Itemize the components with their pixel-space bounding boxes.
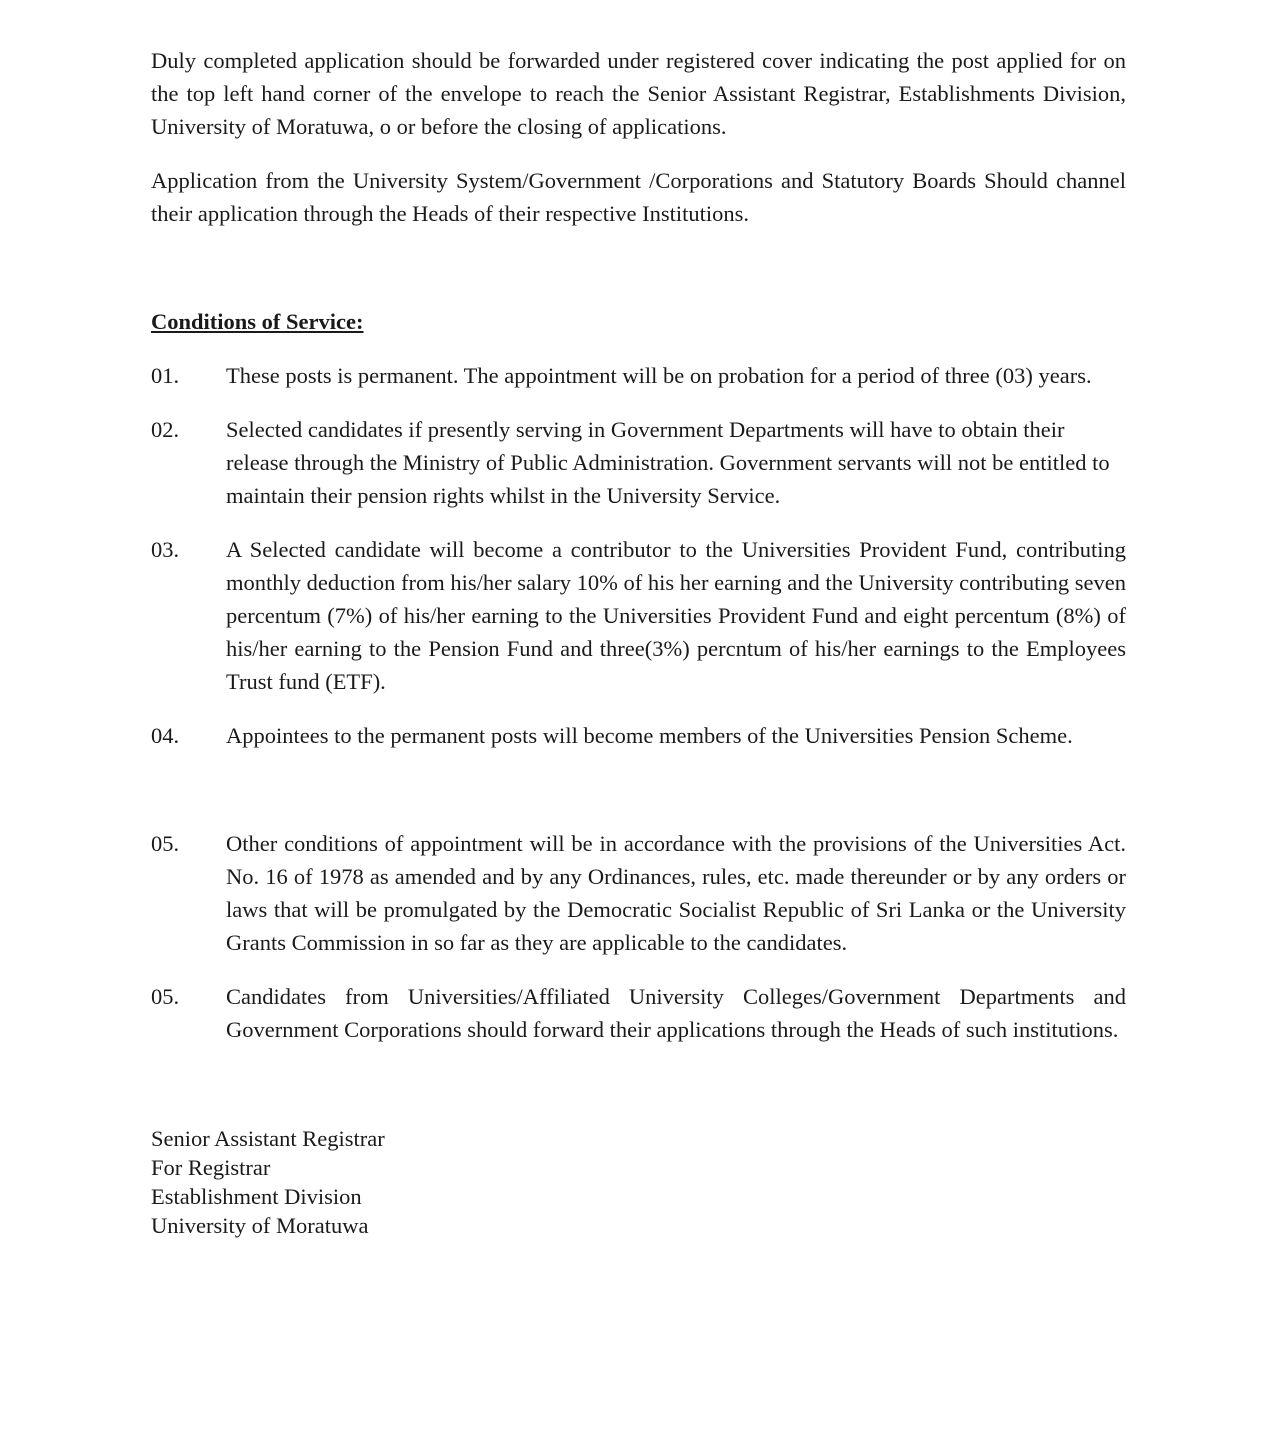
condition-number: 05. bbox=[151, 984, 180, 1009]
condition-item-06 bbox=[151, 980, 1126, 1046]
condition-item-05 bbox=[151, 827, 1126, 959]
condition-number: 03. bbox=[151, 537, 180, 562]
condition-text: Selected candidates if presently serving in Government Departments will have to obtain their release through the Ministry of Public Administration. Government servants will not be entitled to maintain their pension rights whilst in the University Service. bbox=[226, 417, 1110, 508]
condition-number: 05. bbox=[151, 831, 180, 856]
condition-text: A Selected candidate will become a contributor to the Universities Provident Fund, contributing monthly deduction from his/her salary 10% of his her earning and the University contributing seven percentum (7%) of his/her earning to the Universities Provident Fund and eight percentum (8%) of his/her earning to the Pension Fund and three(3%) percntum of his/her earnings to the Employees Trust fund (ETF). bbox=[226, 537, 1126, 694]
conditions-heading: Conditions of Service: bbox=[151, 309, 364, 334]
condition-text: Appointees to the permanent posts will become members of the Universities Pension Scheme. bbox=[226, 723, 1073, 748]
signature-title: Senior Assistant Registrar bbox=[151, 1126, 385, 1151]
signature-block bbox=[151, 1124, 1126, 1240]
signature-division: Establishment Division bbox=[151, 1184, 362, 1209]
condition-item-02 bbox=[151, 413, 1126, 512]
conditions-list bbox=[151, 359, 1126, 1046]
condition-text: These posts is permanent. The appointment will be on probation for a period of three (03) years. bbox=[226, 363, 1092, 388]
document-page bbox=[151, 44, 1126, 1240]
intro-paragraph-channel: Application from the University System/Government /Corporations and Statutory Boards Should channel their application through the Heads of their respective Institutions. bbox=[151, 168, 1126, 226]
signature-institution: University of Moratuwa bbox=[151, 1213, 369, 1238]
condition-number: 04. bbox=[151, 723, 180, 748]
intro-paragraph-submission: Duly completed application should be forwarded under registered cover indicating the post applied for on the top left hand corner of the envelope to reach the Senior Assistant Registrar, Establishments Division, University of Moratuwa, o or before the closing of applications. bbox=[151, 48, 1126, 139]
condition-number: 02. bbox=[151, 417, 180, 442]
condition-item-04 bbox=[151, 719, 1126, 752]
condition-text: Candidates from Universities/Affiliated University Colleges/Government Departments and Government Corporations should forward their applications through the Heads of such institutions. bbox=[226, 984, 1126, 1042]
condition-item-03 bbox=[151, 533, 1126, 698]
condition-item-01 bbox=[151, 359, 1126, 392]
condition-number: 01. bbox=[151, 363, 180, 388]
signature-for-registrar: For Registrar bbox=[151, 1155, 271, 1180]
condition-text: Other conditions of appointment will be in accordance with the provisions of the Universities Act. No. 16 of 1978 as amended and by any Ordinances, rules, etc. made thereunder or by any orders or laws that will be promulgated by the Democratic Socialist Republic of Sri Lanka or the University Grants Commission in so far as they are applicable to the candidates. bbox=[226, 831, 1126, 955]
